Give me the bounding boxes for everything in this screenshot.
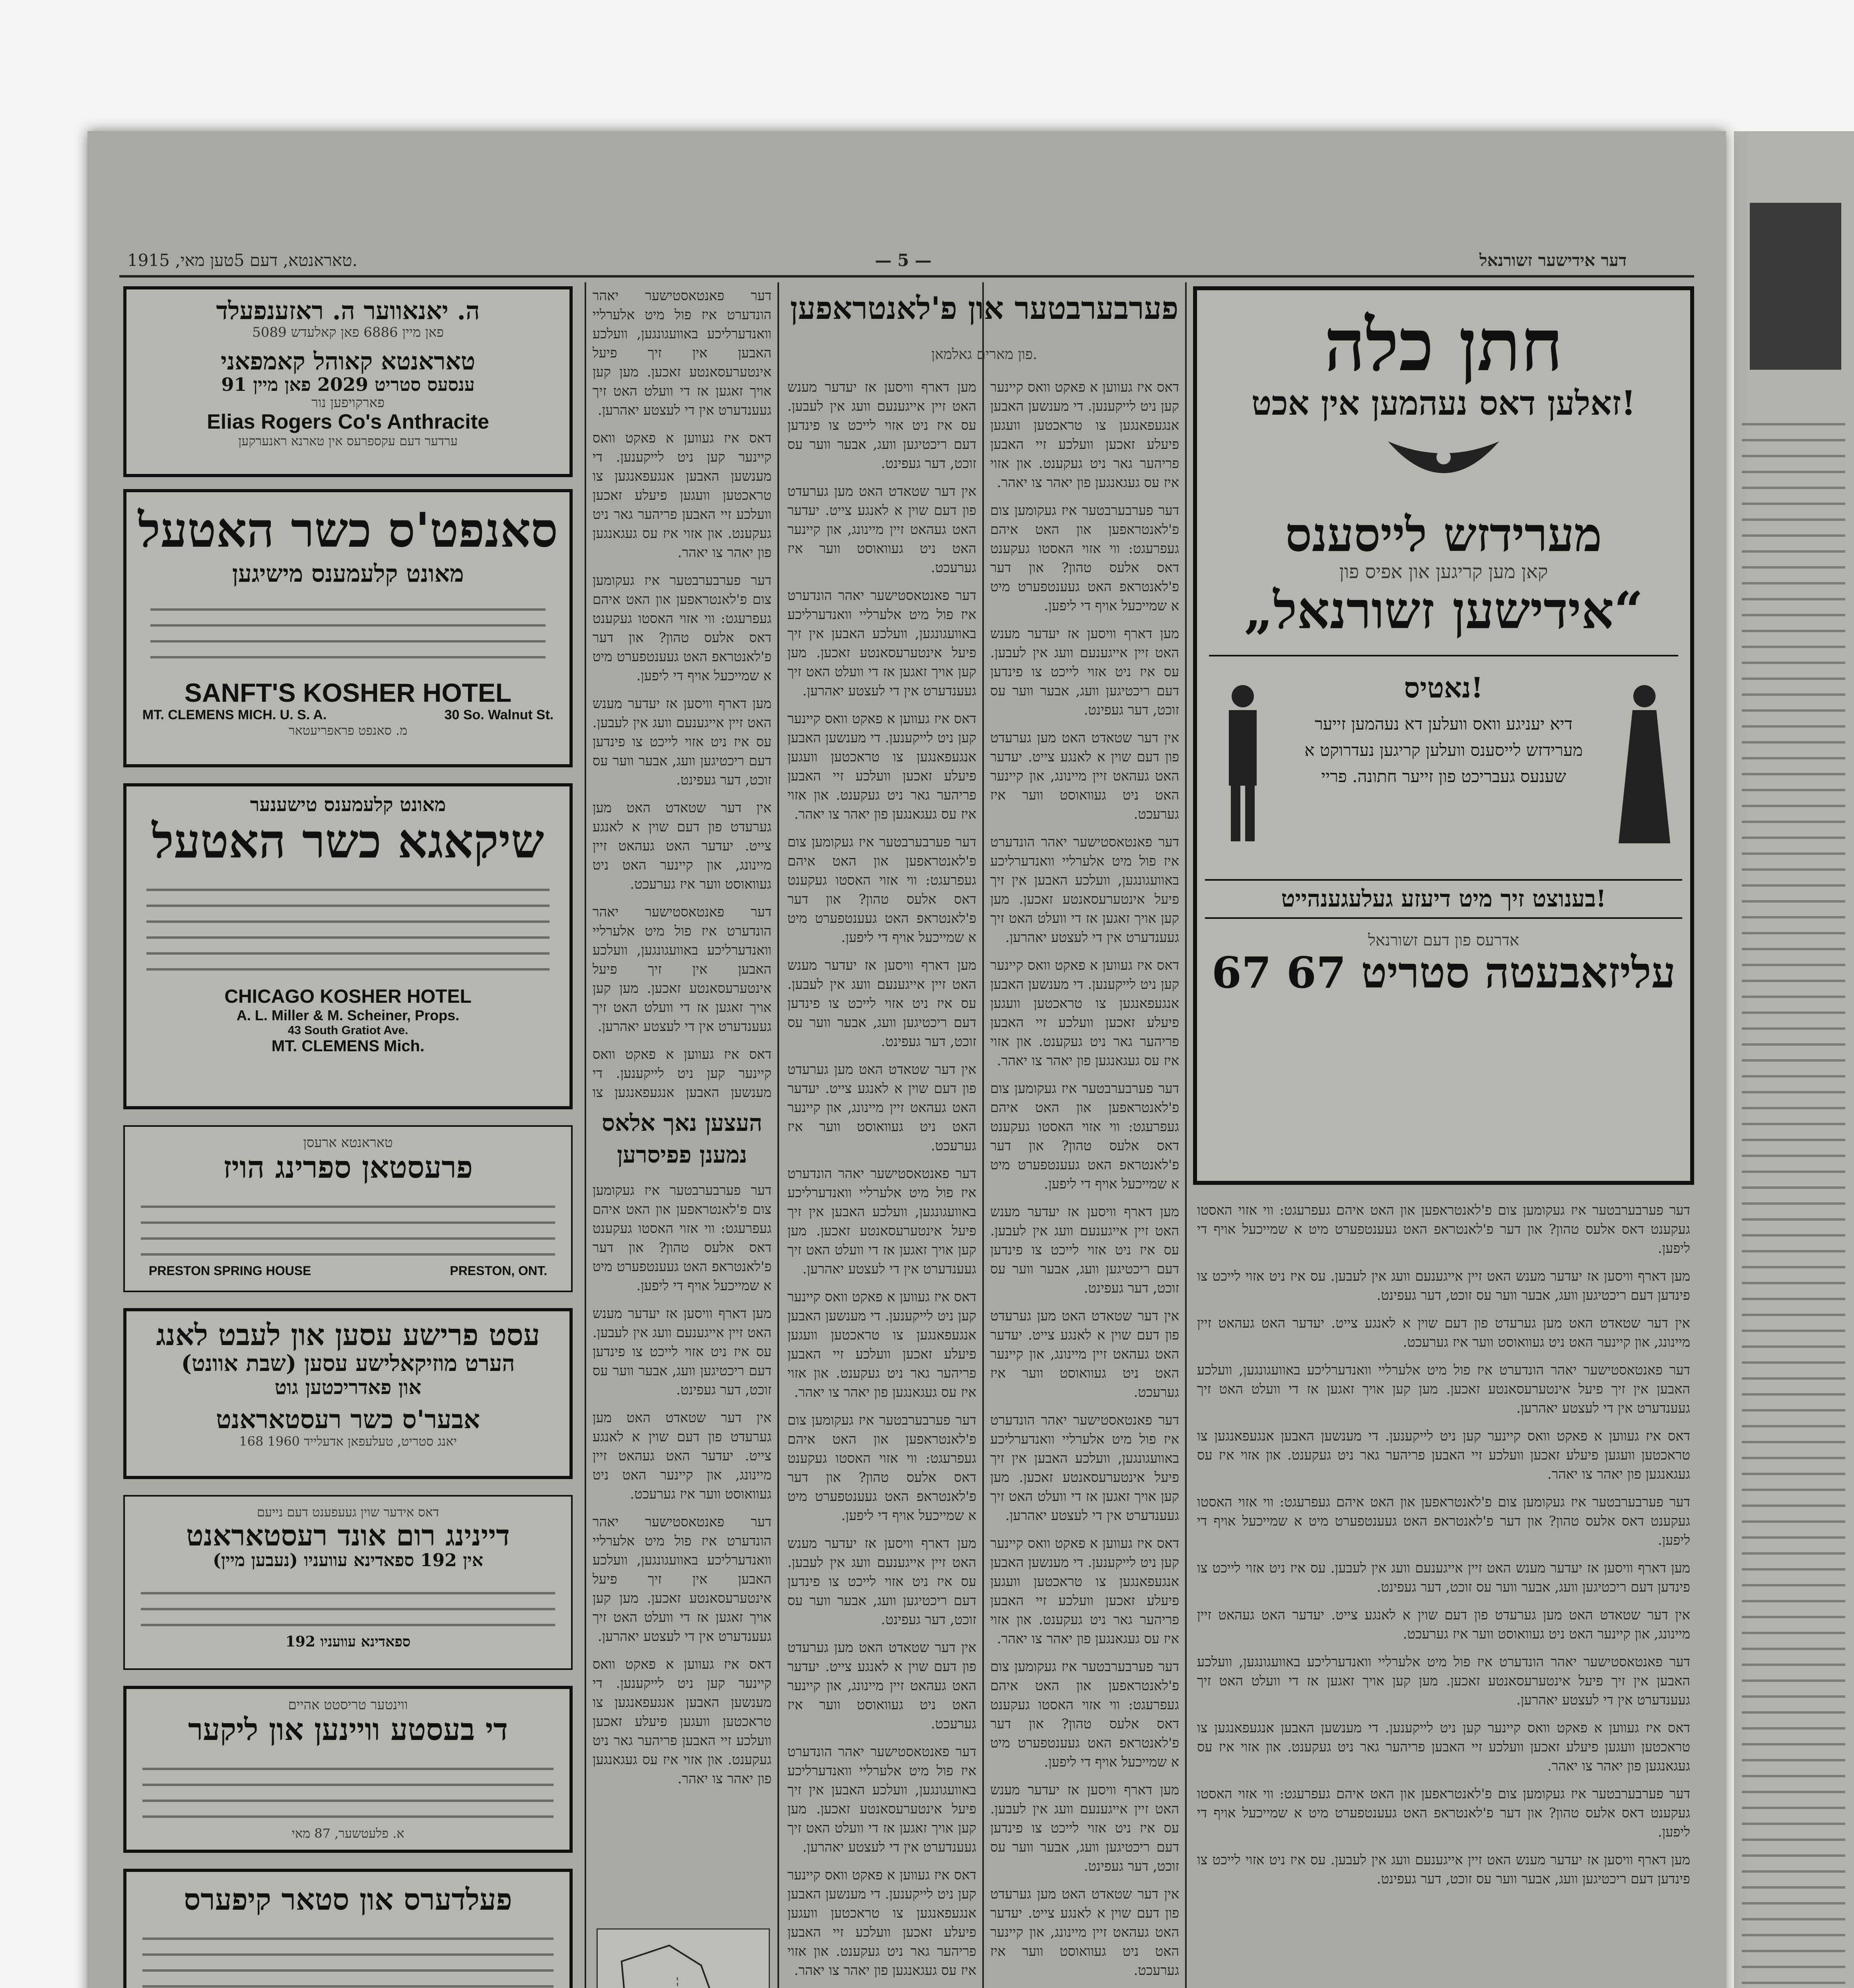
ad-coal-brand: Elias Rogers Co's Anthracite xyxy=(207,410,489,433)
paragraph: מען דארף וויסען אז יעדער מענש האט זיין אייגענעם וועג אין לעבען. עס איז ניט אזוי לייכט צו פינדען דעם ריכטיגען וועג, אבער ווער עס זוכט, דער געפינט. xyxy=(1197,1560,1690,1595)
paragraph: דער פערבערבטער איז געקומען צום פ'לאנטראפען און האט איהם געפרעגט: ווי אזוי האסטו געקענט דאס אלעס טהון? און דער פ'לאנטראפ האט געענטפערט מיט א שמייכעל אויף די ליפען. xyxy=(593,1182,772,1294)
ad-abers-restaurant xyxy=(123,1308,573,1479)
divider xyxy=(1209,655,1678,656)
text-column-2 xyxy=(787,378,976,1988)
text-column-1 xyxy=(593,286,772,1101)
paragraph: מען דארף וויסען אז יעדער מענש האט זיין אייגענעם וועג אין לעבען. עס איז ניט אזוי לייכט צו פינדען דעם ריכטיגען וועג, אבער ווער עס זוכט, דער געפינט. xyxy=(593,1306,772,1398)
paragraph: דער פאנטאסטישער יאהר הונדערט איז פול מיט אלערליי וואנדערליכע באוועגונגען, וועלכע האבען אין זיך פיעל אינטערעסאנטע זאכען. מען קען אויך זאגען אז די וועלט האט זיך געענדערט אין די לעצטע יאהרען. xyxy=(593,1514,772,1644)
ad-abers-title: עסט פרישע עסען און לעבט לאנג xyxy=(156,1318,540,1352)
ad-liquor-top: ווינטער טריסטט אהיים xyxy=(288,1697,408,1713)
ad-liquor xyxy=(123,1686,573,1853)
ad-chicago-street: 43 South Gratiot Ave. xyxy=(288,1024,408,1037)
ad-marriage-notice: נאטיס! xyxy=(1404,671,1483,704)
paragraph: אין דער שטאדט האט מען גערעדט פון דעם שוין א לאנגע צייט. יעדער האט געהאט זיין מיינונג, און קיינער האט ניט געוואוסט ווער איז גערעכט. xyxy=(593,1410,772,1502)
ad-preston-en-name: PRESTON SPRING HOUSE xyxy=(149,1263,311,1278)
newspaper-page xyxy=(87,131,1726,1988)
header-paper-name: דער אידישער זשורנאל xyxy=(1479,250,1627,270)
groom-figure-icon xyxy=(1213,680,1273,847)
ad-abers-sub: הערט מוזיקאלישע עסען (שבת אוונט) xyxy=(181,1350,515,1377)
ad-chicago-en-name: CHICAGO KOSHER HOTEL xyxy=(224,986,472,1007)
paragraph: דאס איז געווען א פאקט וואס קיינער קען ניט לייקענען. די מענשען האבען אנגעפאנגען צו טראכטען וועגען פיעלע זאכען וועלכע זיי האבען פריהער גאר ניט געקענט. און אזוי איז עס געגאנגען פון יאהר צו יאהר. xyxy=(787,1289,976,1400)
ad-marriage-body: דיא יעניגע וואס וועלען דא נעהמען זייער מערידזש לייסענס וועלען קריגען נעדרוקט א שענעס געבריכט פון זייער חתונה. פריי xyxy=(1304,714,1583,786)
sub-article-title-2: נמענן פפיסרען xyxy=(617,1141,747,1168)
ad-chicago-props: A. L. Miller & M. Scheiner, Props. xyxy=(236,1007,460,1024)
paragraph: מען דארף וויסען אז יעדער מענש האט זיין אייגענעם וועג אין לעבען. עס איז ניט אזוי לייכט צו פינדען דעם ריכטיגען וועג, אבער ווער עס זוכט, דער געפינט. xyxy=(787,379,976,472)
ad-marriage-address-label: אדרעס פון דעם זשורנאל xyxy=(1368,931,1519,949)
paragraph: דאס איז געווען א פאקט וואס קיינער קען ניט לייקענען. די מענשען האבען אנגעפאנגען צו טראכטען וועגען פיעלע זאכען וועלכע זיי האבען פריהער גאר ניט געקענט. און אזוי איז עס געגאנגען פון יאהר צו יאהר. xyxy=(787,1867,976,1978)
ad-liquor-title: די בעסטע וויינען און ליקער xyxy=(188,1712,508,1747)
ad-dining-sub: אין 192 ספאדינא עוועניו (נעבען מיין) xyxy=(213,1550,483,1571)
header-date: טאראנטא, דעם 5טען מאי, 1915. xyxy=(127,250,358,270)
ad-liquor-address: א. פלעטשער, 87 מאי xyxy=(292,1825,404,1841)
paragraph: אין דער שטאדט האט מען גערעדט פון דעם שוין א לאנגע צייט. יעדער האט געהאט זיין מיינונג, און קיינער האט ניט געוואוסט ווער איז גערעכט. xyxy=(990,1886,1179,1978)
paragraph: דער פערבערבטער איז געקומען צום פ'לאנטראפען און האט איהם געפרעגט: ווי אזוי האסטו געקענט דאס אלעס טהון? און דער פ'לאנטראפ האט געענטפערט מיט א שמייכעל אויף די ליפען. xyxy=(1197,1202,1690,1256)
paragraph: דער פערבערבטער איז געקומען צום פ'לאנטראפען און האט איהם געפרעגט: ווי אזוי האסטו געקענט דאס אלעס טהון? און דער פ'לאנטראפ האט געענטפערט מיט א שמייכעל אויף די ליפען. xyxy=(990,1659,1179,1770)
ad-coal xyxy=(123,286,573,477)
paragraph: דער פערבערבטער איז געקומען צום פ'לאנטראפען און האט איהם געפרעגט: ווי אזוי האסטו געקענט דאס אלעס טהון? און דער פ'לאנטראפ האט געענטפערט מיט א שמייכעל אויף די ליפען. xyxy=(990,503,1179,614)
ad-dining-body xyxy=(141,1578,555,1626)
ad-horses-body xyxy=(142,1924,554,1988)
column-rule xyxy=(585,282,586,1988)
paragraph: אין דער שטאדט האט מען גערעדט פון דעם שוין א לאנגע צייט. יעדער האט געהאט זיין מיינונג, און קיינער האט ניט געוואוסט ווער איז גערעכט. xyxy=(1197,1607,1690,1642)
ad-sanft-street: 30 So. Walnut St. xyxy=(444,707,554,722)
column-rule xyxy=(1185,282,1187,1988)
column-rule xyxy=(982,282,984,1988)
ad-marriage-paper: „אידישען זשורנאל“ xyxy=(1244,581,1643,641)
sub-article-title: העצען נאך אלאס xyxy=(602,1109,762,1136)
paragraph: דער פערבערבטער איז געקומען צום פ'לאנטראפען און האט איהם געפרעגט: ווי אזוי האסטו געקענט דאס אלעס טהון? און דער פ'לאנטראפ האט געענטפערט מיט א שמייכעל אויף די ליפען. xyxy=(990,1081,1179,1192)
ad-marriage-services: מערידזש לייסענס xyxy=(1285,507,1602,563)
paragraph: דער פערבערבטער איז געקומען צום פ'לאנטראפען און האט איהם געפרעגט: ווי אזוי האסטו געקענט דאס אלעס טהון? און דער פ'לאנטראפ האט געענטפערט מיט א שמייכעל אויף די ליפען. xyxy=(1197,1494,1690,1548)
ad-sanft-body xyxy=(150,595,546,670)
ad-sanft-sub: מאונט קלעמענס מישיגען xyxy=(232,560,464,588)
ad-marriage-sub: זאלען דאס נעהמען אין אכט! xyxy=(1251,383,1636,423)
text-column-4 xyxy=(1197,1201,1690,1988)
ad-chicago-city: MT. CLEMENS Mich. xyxy=(271,1037,425,1055)
ad-chicago-hotel xyxy=(123,783,573,1109)
ad-sanft-hotel xyxy=(123,489,573,767)
paragraph: דאס איז געווען א פאקט וואס קיינער קען ניט לייקענען. די מענשען האבען אנגעפאנגען צו טראכטען וועגען פיעלע זאכען וועלכע זיי האבען פריהער גאר ניט געקענט. און אזוי איז עס געגאנגען פון יאהר צו יאהר. xyxy=(787,711,976,822)
ad-sanft-en-name: SANFT'S KOSHER HOTEL xyxy=(184,678,512,707)
ad-chicago-kicker: מאונט קלעמענס טישענער xyxy=(250,794,446,816)
paragraph: דער פאנטאסטישער יאהר הונדערט איז פול מיט אלערליי וואנדערליכע באוועגונגען, וועלכע האבען אין זיך פיעל אינטערעסאנטע זאכען. מען קען אויך זאגען אז די וועלט האט זיך געענדערט אין די לעצטע יאהרען. xyxy=(593,904,772,1035)
paragraph: דאס איז געווען א פאקט וואס קיינער קען ניט לייקענען. די מענשען האבען אנגעפאנגען צו טראכטען וועגען פיעלע זאכען וועלכע זיי האבען פריהער גאר ניט געקענט. און אזוי איז עס געגאנגען פון יאהר צו יאהר. xyxy=(1197,1720,1690,1774)
ad-sanft-city: MT. CLEMENS MICH. U. S. A. xyxy=(142,707,327,722)
paragraph: אין דער שטאדט האט מען גערעדט פון דעם שוין א לאנגע צייט. יעדער האט געהאט זיין מיינונג, און קיינער האט ניט געוואוסט ווער איז גערעכט. xyxy=(787,1640,976,1732)
ad-coal-company: טאראנטא קאוהל קאמפאני xyxy=(221,348,475,376)
ad-dining-address: 192 ספאדינא עוועניו xyxy=(285,1633,411,1650)
ad-sanft-address-row xyxy=(126,707,569,723)
paragraph: דאס איז געווען א פאקט וואס קיינער קען ניט לייקענען. די מענשען האבען אנגעפאנגען צו xyxy=(593,1046,772,1101)
ad-preston-top: טאראנטא ארעסן xyxy=(303,1135,393,1151)
adjacent-ad-image xyxy=(1750,203,1841,370)
adjacent-page-strip xyxy=(1734,131,1854,1988)
ad-abers-address: 168 יאנג סטריט, טעלעפאן אדעלייד 1960 xyxy=(239,1434,457,1449)
ad-chicago-title: שיקאגא כשר האטעל xyxy=(152,813,544,869)
article-byline: פון מארים גאלמאן. xyxy=(931,346,1038,363)
ornament-icon xyxy=(1384,433,1503,497)
ad-liquor-body xyxy=(142,1754,554,1818)
paragraph: דער פאנטאסטישער יאהר הונדערט איז פול מיט אלערליי וואנדערליכע באוועגונגען, וועלכע האבען אין זיך פיעל אינטערעסאנטע זאכען. מען קען אויך זאגען אז די וועלט האט זיך געענדערט אין די לעצטע יאהרען. xyxy=(787,1744,976,1855)
paragraph: אין דער שטאדט האט מען גערעדט פון דעם שוין א לאנגע צייט. יעדער האט געהאט זיין מיינונג, און קיינער האט ניט געוואוסט ווער איז גערעכט. xyxy=(787,483,976,576)
paragraph: מען דארף וויסען אז יעדער מענש האט זיין אייגענעם וועג אין לעבען. עס איז ניט אזוי לייכט צו פינדען דעם ריכטיגען וועג, אבער ווער עס זוכט, דער געפינט. xyxy=(990,1782,1179,1874)
ad-marriage-address: 67 עליזאבעטה סטריט 67 xyxy=(1211,947,1676,998)
ad-abers-name: אבער'ס כשר רעסטאראנט xyxy=(216,1404,480,1435)
paragraph: דאס איז געווען א פאקט וואס קיינער קען ניט לייקענען. די מענשען האבען אנגעפאנגען צו טראכטען וועגען פיעלע זאכען וועלכע זיי האבען פריהער גאר ניט געקענט. און אזוי איז עס געגאנגען פון יאהר צו יאהר. xyxy=(593,430,772,561)
paragraph: דער פאנטאסטישער יאהר הונדערט איז פול מיט אלערליי וואנדערליכע באוועגונגען, וועלכע האבען אין זיך פיעל אינטערעסאנטע זאכען. מען קען אויך זאגען אז די וועלט האט זיך געענדערט אין די לעצטע יאהרען. xyxy=(990,1412,1179,1524)
paragraph: דאס איז געווען א פאקט וואס קיינער קען ניט לייקענען. די מענשען האבען אנגעפאנגען צו טראכטען וועגען פיעלע זאכען וועלכע זיי האבען פריהער גאר ניט געקענט. און אזוי איז עס געגאנגען פון יאהר צו יאהר. xyxy=(990,1536,1179,1647)
ad-dining-top: דאס אידער שוין געעפענט דעם נייעם xyxy=(257,1505,439,1520)
paragraph: מען דארף וויסען אז יעדער מענש האט זיין אייגענעם וועג אין לעבען. עס איז ניט אזוי לייכט צו פינדען דעם ריכטיגען וועג, אבער ווער עס זוכט, דער געפינט. xyxy=(593,696,772,788)
paragraph: מען דארף וויסען אז יעדער מענש האט זיין אייגענעם וועג אין לעבען. עס איז ניט אזוי לייכט צו פינדען דעם ריכטיגען וועג, אבער ווער עס זוכט, דער געפינט. xyxy=(787,957,976,1050)
ad-horses xyxy=(123,1869,573,1988)
paragraph: מען דארף וויסען אז יעדער מענש האט זיין אייגענעם וועג אין לעבען. עס איז ניט אזוי לייכט צו פינדען דעם ריכטיגען וועג, אבער ווער עס זוכט, דער געפינט. xyxy=(787,1536,976,1628)
ad-chicago-body xyxy=(146,875,550,978)
page-number: — 5 — xyxy=(875,250,932,270)
pattern-illustration xyxy=(597,1928,770,1988)
ad-dining-room xyxy=(123,1495,573,1670)
article-title: פערבערבטער און פ'לאנטראפען xyxy=(790,290,1179,326)
paragraph: דער פאנטאסטישער יאהר הונדערט איז פול מיט אלערליי וואנדערליכע באוועגונגען, וועלכע האבען אין זיך פיעל אינטערעסאנטע זאכען. מען קען אויך זאגען אז די וועלט האט זיך געענדערט אין די לעצטע יאהרען. xyxy=(990,834,1179,945)
ad-marriage-license xyxy=(1193,286,1694,1185)
ad-sanft-owner: מ. סאנפט פראפריעטאר xyxy=(288,722,408,738)
ad-coal-names: ה. יאנאווער ה. ראזענפעלד xyxy=(216,296,480,325)
adjacent-text-column xyxy=(1742,410,1845,1988)
paragraph: דער פאנטאסטישער יאהר הונדערט איז פול מיט אלערליי וואנדערליכע באוועגונגען, וועלכע האבען אין זיך פיעל אינטערעסאנטע זאכען. מען קען אויך זאגען אז די וועלט האט זיך געענדערט אין די לעצטע יאהרען. xyxy=(1197,1362,1690,1416)
ad-preston-title: פרעסטאן ספרינג הויז xyxy=(223,1149,473,1185)
text-column-1b xyxy=(593,1181,772,1936)
ad-marriage-banner: בענוצט זיך מיט דיעזע געלעגענהייט! xyxy=(1205,879,1682,919)
ad-preston-body xyxy=(141,1192,555,1256)
ad-dining-title: דיינינג רום אונד רעסטאראנט xyxy=(186,1518,510,1552)
ad-coal-phone-line: 91 ענסעס סטריט 2029 פאן מיין xyxy=(221,374,475,396)
paragraph: דאס איז געווען א פאקט וואס קיינער קען ניט לייקענען. די מענשען האבען אנגעפאנגען צו טראכטען וועגען פיעלע זאכען וועלכע זיי האבען פריהער גאר ניט געקענט. און אזוי איז עס געגאנגען פון יאהר צו יאהר. xyxy=(990,957,1179,1069)
paragraph: דאס איז געווען א פאקט וואס קיינער קען ניט לייקענען. די מענשען האבען אנגעפאנגען צו טראכטען וועגען פיעלע זאכען וועלכע זיי האבען פריהער גאר ניט געקענט. און אזוי איז עס געגאנגען פון יאהר צו יאהר. xyxy=(593,1656,772,1787)
column-rule xyxy=(777,282,779,1988)
paragraph: אין דער שטאדט האט מען גערעדט פון דעם שוין א לאנגע צייט. יעדער האט געהאט זיין מיינונג, און קיינער האט ניט געוואוסט ווער איז גערעכט. xyxy=(593,800,772,892)
paragraph: מען דארף וויסען אז יעדער מענש האט זיין אייגענעם וועג אין לעבען. עס איז ניט אזוי לייכט צו פינדען דעם ריכטיגען וועג, אבער ווער עס זוכט, דער געפינט. xyxy=(1197,1268,1690,1303)
paragraph: מען דארף וויסען אז יעדער מענש האט זיין אייגענעם וועג אין לעבען. עס איז ניט אזוי לייכט צו פינדען דעם ריכטיגען וועג, אבער ווער עס זוכט, דער געפינט. xyxy=(1197,1852,1690,1887)
paragraph: דער פערבערבטער איז געקומען צום פ'לאנטראפען און האט איהם געפרעגט: ווי אזוי האסטו געקענט דאס אלעס טהון? און דער פ'לאנטראפ האט געענטפערט מיט א שמייכעל אויף די ליפען. xyxy=(1197,1786,1690,1840)
paragraph: דער פאנטאסטישער יאהר הונדערט איז פול מיט אלערליי וואנדערליכע באוועגונגען, וועלכע האבען אין זיך פיעל אינטערעסאנטע זאכען. מען קען אויך זאגען אז די וועלט האט זיך געענדערט אין די לעצטע יאהרען. xyxy=(593,288,772,418)
bride-figure-icon xyxy=(1615,680,1674,847)
ad-marriage-title: חתן כלה xyxy=(1324,303,1563,387)
paragraph: דער פאנטאסטישער יאהר הונדערט איז פול מיט אלערליי וואנדערליכע באוועגונגען, וועלכע האבען אין זיך פיעל אינטערעסאנטע זאכען. מען קען אויך זאגען אז די וועלט האט זיך געענדערט אין די לעצטע יאהרען. xyxy=(1197,1654,1690,1708)
ad-coal-agents: פארקויפען נור xyxy=(311,394,385,411)
ad-preston xyxy=(123,1125,573,1292)
pattern-drawing xyxy=(598,1930,769,1988)
paragraph: דאס איז געווען א פאקט וואס קיינער קען ניט לייקענען. די מענשען האבען אנגעפאנגען צו טראכטען וועגען פיעלע זאכען וועלכע זיי האבען פריהער גאר ניט געקענט. און אזוי איז עס געגאנגען פון יאהר צו יאהר. xyxy=(1197,1428,1690,1482)
paragraph: אין דער שטאדט האט מען גערעדט פון דעם שוין א לאנגע צייט. יעדער האט געהאט זיין מיינונג, און קיינער האט ניט געוואוסט ווער איז גערעכט. xyxy=(990,1308,1179,1400)
ad-horses-title: פעלדערס און סטאר קיפערס xyxy=(184,1883,512,1917)
paragraph: מען דארף וויסען אז יעדער מענש האט זיין אייגענעם וועג אין לעבען. עס איז ניט אזוי לייכט צו פינדען דעם ריכטיגען וועג, אבער ווער עס זוכט, דער געפינט. xyxy=(990,1204,1179,1296)
text-column-3 xyxy=(990,378,1179,1988)
paragraph: אין דער שטאדט האט מען גערעדט פון דעם שוין א לאנגע צייט. יעדער האט געהאט זיין מיינונג, און קיינער האט ניט געוואוסט ווער איז גערעכט. xyxy=(1197,1315,1690,1350)
paragraph: דער פערבערבטער איז געקומען צום פ'לאנטראפען און האט איהם געפרעגט: ווי אזוי האסטו געקענט דאס אלעס טהון? און דער פ'לאנטראפ האט געענטפערט מיט א שמייכעל אויף די ליפען. xyxy=(787,1412,976,1524)
paragraph: דאס איז געווען א פאקט וואס קיינער קען ניט לייקענען. די מענשען האבען אנגעפאנגען צו טראכטען וועגען פיעלע זאכען וועלכע זיי האבען פריהער גאר ניט געקענט. און אזוי איז עס געגאנגען פון יאהר צו יאהר. xyxy=(990,379,1179,491)
ad-coal-phones: פאן מיין 6886 פאן קאלעדש 5089 xyxy=(252,324,444,341)
notice-section xyxy=(1197,672,1690,879)
ad-preston-en-city: PRESTON, ONT. xyxy=(450,1263,547,1278)
ad-coal-note: ערדער דעם עקספרעס אין טארנא ראנערקען xyxy=(238,433,458,448)
paragraph: דער פערבערבטער איז געקומען צום פ'לאנטראפען און האט איהם געפרעגט: ווי אזוי האסטו געקענט דאס אלעס טהון? און דער פ'לאנטראפ האט געענטפערט מיט א שמייכעל אויף די ליפען. xyxy=(593,573,772,684)
header-rule xyxy=(119,275,1694,278)
ad-sanft-title: סאנפט'ס כשר האטעל xyxy=(138,502,558,558)
paragraph: אין דער שטאדט האט מען גערעדט פון דעם שוין א לאנגע צייט. יעדער האט געהאט זיין מיינונג, און קיינער האט ניט געוואוסט ווער איז גערעכט. xyxy=(990,730,1179,822)
paragraph: דער פערבערבטער איז געקומען צום פ'לאנטראפען און האט איהם געפרעגט: ווי אזוי האסטו געקענט דאס אלעס טהון? און דער פ'לאנטראפ האט געענטפערט מיט א שמייכעל אויף די ליפען. xyxy=(787,834,976,945)
paragraph: דער פאנטאסטישער יאהר הונדערט איז פול מיט אלערליי וואנדערליכע באוועגונגען, וועלכע האבען אין זיך פיעל אינטערעסאנטע זאכען. מען קען אויך זאגען אז די וועלט האט זיך געענדערט אין די לעצטע יאהרען. xyxy=(787,1166,976,1277)
paragraph: מען דארף וויסען אז יעדער מענש האט זיין אייגענעם וועג אין לעבען. עס איז ניט אזוי לייכט צו פינדען דעם ריכטיגען וועג, אבער ווער עס זוכט, דער געפינט. xyxy=(990,626,1179,718)
paragraph: דער פאנטאסטישער יאהר הונדערט איז פול מיט אלערליי וואנדערליכע באוועגונגען, וועלכע האבען אין זיך פיעל אינטערעסאנטע זאכען. מען קען אויך זאגען אז די וועלט האט זיך געענדערט אין די לעצטע יאהרען. xyxy=(787,588,976,699)
paragraph: אין דער שטאדט האט מען גערעדט פון דעם שוין א לאנגע צייט. יעדער האט געהאט זיין מיינונג, און קיינער האט ניט געוואוסט ווער איז גערעכט. xyxy=(787,1062,976,1154)
ad-marriage-service-sub: קאן מען קריגען און אפיס פון xyxy=(1339,561,1548,583)
ad-abers-sub2: און פאדריכטען גוט xyxy=(274,1375,422,1399)
ad-preston-footer xyxy=(125,1264,571,1278)
